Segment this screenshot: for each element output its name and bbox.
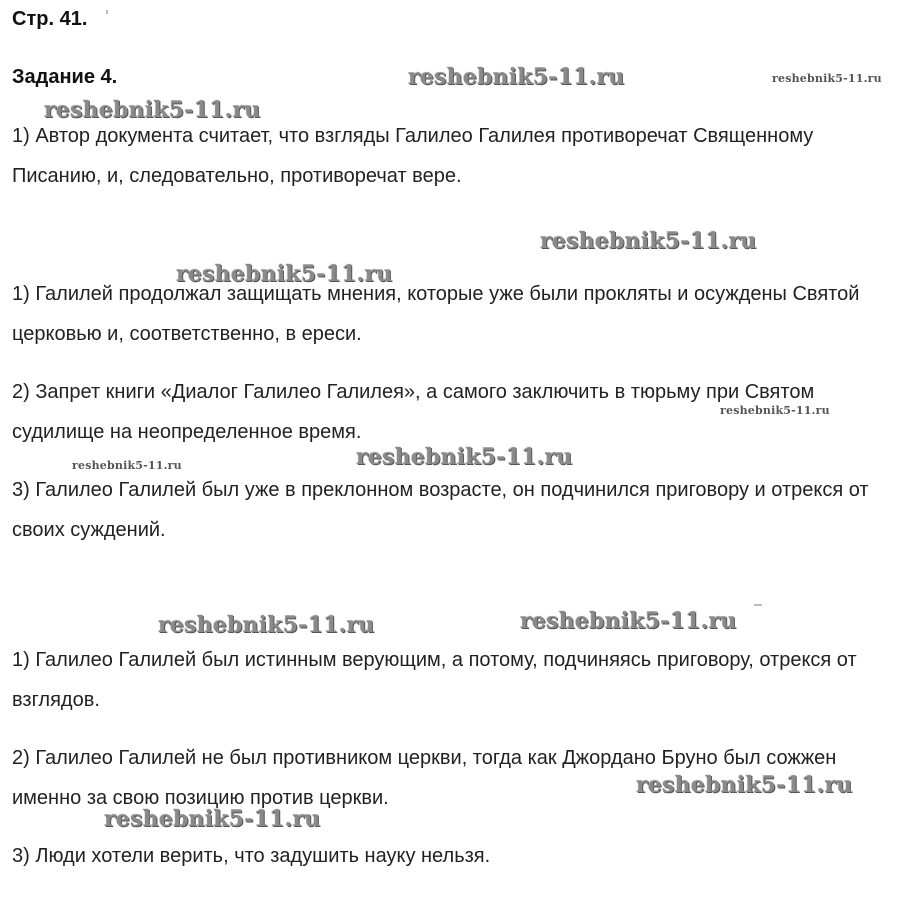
watermark: reshebnik5-11.ru xyxy=(636,772,853,798)
watermark: reshebnik5-11.ru xyxy=(104,806,321,832)
dash-mark xyxy=(754,604,762,606)
answer-paragraph: 3) Галилео Галилей был уже в преклонном возрасте, он подчинился приговору и отрекся от своих суждений. xyxy=(12,479,869,541)
watermark: reshebnik5-11.ru xyxy=(720,404,830,417)
watermark: reshebnik5-11.ru xyxy=(44,97,261,123)
watermark: reshebnik5-11.ru xyxy=(72,459,182,472)
answer-paragraph: 1) Галилео Галилей был истинным верующим, а потому, подчиняясь приговору, отрекся от взглядов. xyxy=(12,649,857,711)
watermark: reshebnik5-11.ru xyxy=(520,608,737,634)
watermark: reshebnik5-11.ru xyxy=(158,612,375,638)
answer-paragraph: 2) Запрет книги «Диалог Галилео Галилея», а самого заключить в тюрьму при Святом судилище на неопределенное время. xyxy=(12,381,815,443)
answer-paragraph: 1) Галилей продолжал защищать мнения, которые уже были прокляты и осуждены Святой церковью и, соответственно, в ереси. xyxy=(12,283,860,345)
task-title: Задание 4. xyxy=(12,66,118,88)
watermark: reshebnik5-11.ru xyxy=(772,72,882,85)
watermark: reshebnik5-11.ru xyxy=(408,64,625,90)
answer-paragraph: 3) Люди хотели верить, что задушить науку нельзя. xyxy=(12,845,491,867)
page-title: Стр. 41. xyxy=(12,8,88,30)
tick-mark xyxy=(106,10,108,14)
answer-paragraph: 2) Галилео Галилей не был противником церкви, тогда как Джордано Бруно был сожжен именно за свою позицию против церкви. xyxy=(12,747,837,809)
watermark: reshebnik5-11.ru xyxy=(356,444,573,470)
watermark: reshebnik5-11.ru xyxy=(176,261,393,287)
watermark: reshebnik5-11.ru xyxy=(540,228,757,254)
answer-paragraph: 1) Автор документа считает, что взгляды Галилео Галилея противоречат Священному Писанию, и, следовательно, противоречат вере. xyxy=(12,125,814,187)
